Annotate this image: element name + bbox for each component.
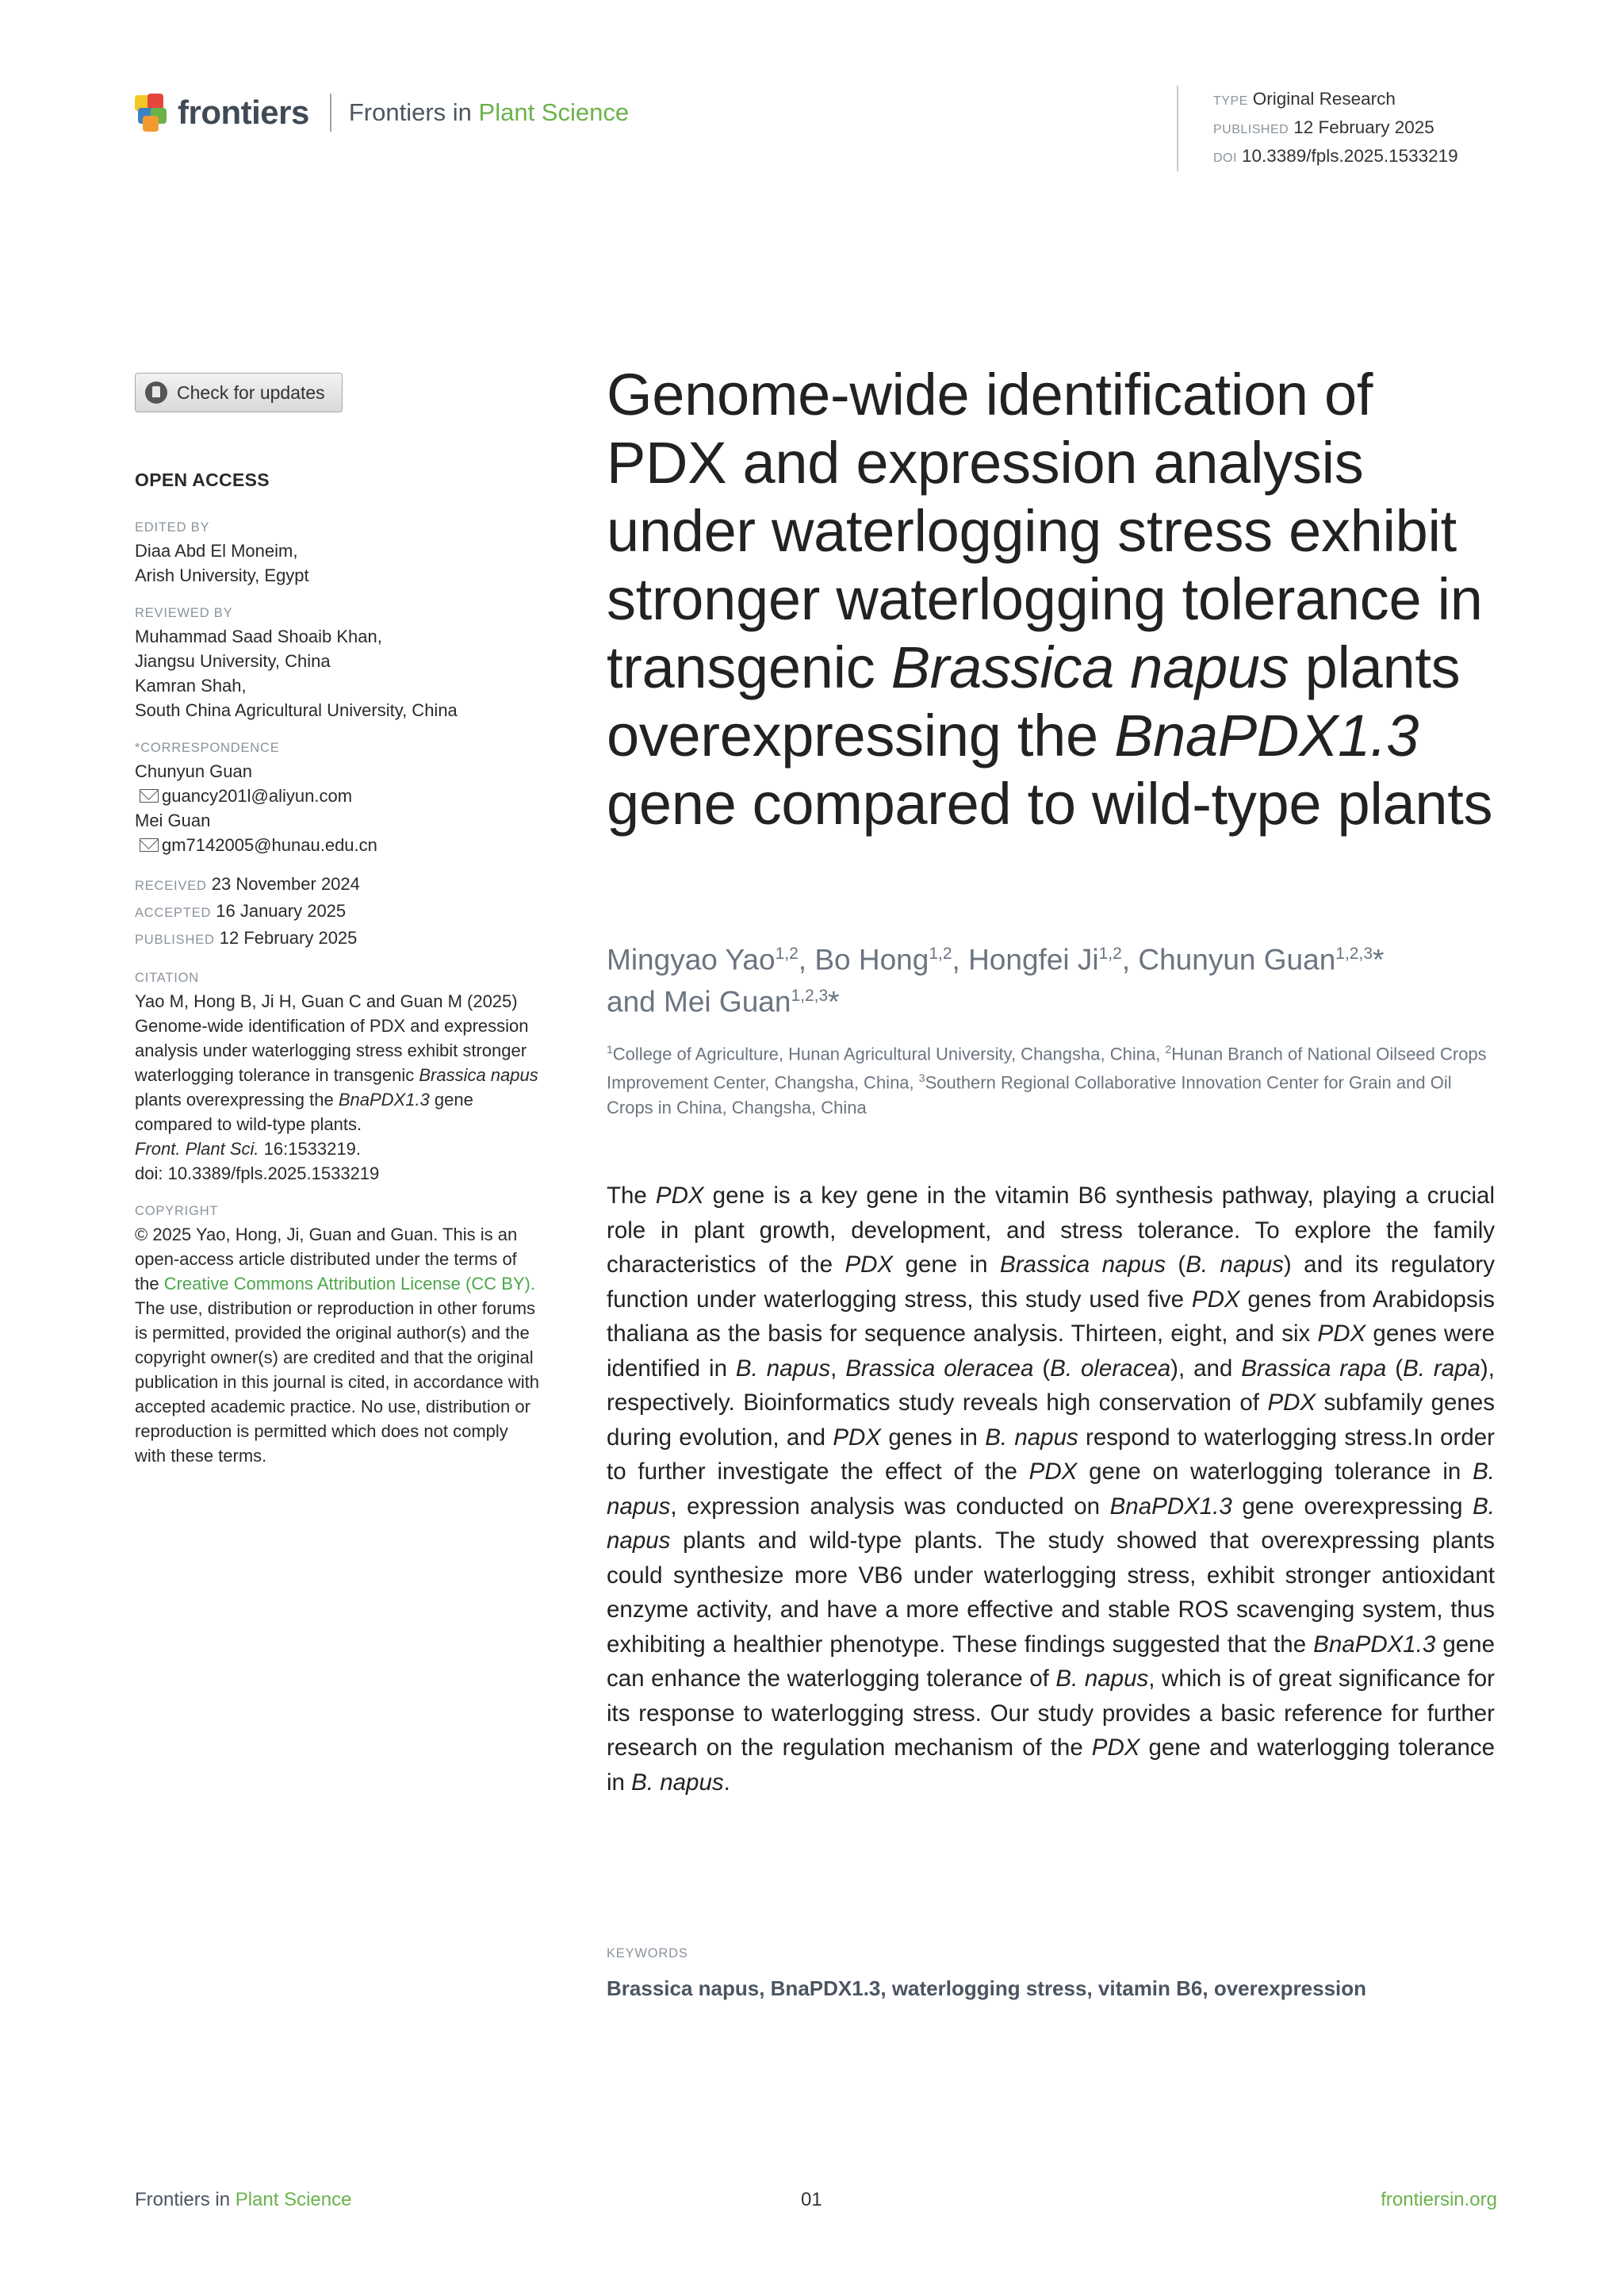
abstract-segment: ( — [1386, 1355, 1404, 1382]
abstract-segment: genes from Arabidopsis thaliana as the basis for sequence analysis. Thirteen, eight, and six — [607, 1286, 1495, 1347]
abstract-segment: B. napus — [735, 1355, 831, 1382]
email-row[interactable] — [135, 833, 539, 857]
frontiers-logo[interactable] — [135, 94, 629, 132]
abstract-segment: gene overexpressing — [1231, 1493, 1473, 1520]
abstract-text — [607, 1179, 1495, 1800]
abstract-segment: PDX — [1028, 1458, 1078, 1485]
editor-affiliation: Arish University, Egypt — [135, 565, 309, 585]
correspondent-email[interactable]: gm7142005@hunau.edu.cn — [162, 835, 377, 855]
abstract-segment: , — [830, 1355, 846, 1382]
abstract-segment: . — [723, 1769, 730, 1796]
reviewer-name: Kamran Shah, — [135, 676, 247, 696]
correspondence-label: *CORRESPONDENCE — [135, 741, 280, 755]
cc-by-license-link[interactable]: Creative Commons Attribution License (CC BY). — [163, 1274, 535, 1294]
author-name[interactable]: , Hongfei Ji — [952, 943, 1099, 976]
page-number: 01 — [801, 2189, 822, 2210]
abstract-segment: ( — [1165, 1251, 1186, 1278]
published-label: PUBLISHED — [1213, 123, 1289, 136]
type-label: TYPE — [1213, 94, 1248, 108]
abstract-segment: BnaPDX1.3 — [1109, 1493, 1232, 1520]
abstract-segment: ) and its regulatory function under waterlogging stress, this study used five — [607, 1251, 1495, 1313]
abstract-segment: B. napus — [607, 1458, 1495, 1520]
envelope-icon — [140, 789, 159, 803]
email-row[interactable] — [135, 784, 539, 808]
sidebar — [135, 468, 539, 1468]
abstract-segment: B. napus — [631, 1769, 724, 1796]
abstract-segment: , which is of great significance for its response to waterlogging stress. Our study provides a basic reference for further research on the regulation mechanism of the — [607, 1665, 1495, 1761]
bookmark-icon — [145, 381, 167, 404]
abstract-segment: PDX — [1267, 1389, 1316, 1416]
footer-journal[interactable]: Frontiers in Plant Science — [135, 2189, 352, 2210]
author-name[interactable]: and Mei Guan — [607, 985, 791, 1018]
reviewer-name: Muhammad Saad Shoaib Khan, — [135, 627, 382, 646]
logo-divider — [330, 94, 331, 132]
correspondent-email[interactable]: guancy201l@aliyun.com — [162, 786, 353, 806]
abstract-segment: gene on waterlogging tolerance in — [1077, 1458, 1473, 1485]
author-list: Mingyao Yao$^{1,2}$, Bo Hong$^{1,2}$, Hongfei Ji$^{1,2}$, Chunyun Guan$^{1,2,3}$* and Mei Guan$^{1,2,3}$* — [607, 943, 1385, 1018]
reviewed-by-label: REVIEWED BY — [135, 606, 233, 620]
edited-by-label: EDITED BY — [135, 520, 210, 535]
correspondent-name: Chunyun Guan — [135, 761, 252, 781]
doi-value[interactable]: 10.3389/fpls.2025.1533219 — [1241, 146, 1458, 166]
abstract-segment: Brassica oleracea — [845, 1355, 1034, 1382]
article-title: Genome-wide identification of PDX and expression analysis under waterlogging stress exhibit stronger waterlogging tolerance in transgenic Brassica napus plants overexpressing the BnaPDX1.3 gene compared to wild-type plants — [607, 362, 1493, 837]
abstract-segment: B. napus — [985, 1424, 1078, 1451]
abstract-segment: gene is a key gene in the vitamin B6 synthesis pathway, playing a crucial role in plant growth, development, and stress tolerance. To explore the family characteristics of the — [607, 1182, 1496, 1278]
accepted-date: 16 January 2025 — [216, 901, 347, 921]
abstract-segment: , expression analysis was conducted on — [670, 1493, 1110, 1520]
abstract-segment: ( — [1033, 1355, 1051, 1382]
received-label: RECEIVED — [135, 879, 207, 893]
abstract-segment: The — [607, 1182, 656, 1209]
open-access-label: OPEN ACCESS — [135, 470, 270, 490]
footer-site-link[interactable]: frontiersin.org — [1381, 2189, 1497, 2210]
article-meta — [1177, 86, 1458, 171]
abstract-segment: genes were identified in — [607, 1320, 1495, 1382]
abstract-segment: gene and waterlogging tolerance in — [607, 1734, 1496, 1796]
abstract-segment: plants and wild-type plants. The study showed that overexpressing plants could synthesize more VB6 under waterlogging stress, exhibit stronger antioxidant enzyme activity, and have a more effective and stable ROS scavenging system, thus exhibiting a healthier phenotype. These findings suggested that the — [607, 1527, 1495, 1658]
citation-text: Yao M, Hong B, Ji H, Guan C and Guan M (2025) Genome-wide identification of PDX and expression analysis under waterlogging stress exhibit stronger waterlogging tolerance in transgenic Brassica napus plants overexpressing the BnaPDX1.3 gene compared to wild-type plants. Front. Plant Sci. 16:1533219. doi: 10.3389/fpls.2025.1533219 — [135, 991, 538, 1183]
author-name[interactable]: Mingyao Yao — [607, 943, 776, 976]
frontiers-logo-icon — [135, 94, 170, 132]
abstract-segment: ), and — [1170, 1355, 1242, 1382]
abstract-segment: respond to waterlogging stress.In order to further investigate the effect of the — [607, 1424, 1495, 1485]
published-value: 12 February 2025 — [1293, 117, 1434, 137]
abstract-segment: subfamily genes during evolution, and — [607, 1389, 1495, 1451]
journal-name[interactable]: Frontiers in Plant Science — [348, 98, 630, 126]
abstract-segment: B. rapa — [1403, 1355, 1480, 1382]
correspondent-name: Mei Guan — [135, 811, 211, 830]
article-dates — [135, 872, 539, 953]
published-label: PUBLISHED — [135, 933, 215, 947]
abstract-segment: B. napus — [1185, 1251, 1284, 1278]
abstract-segment: PDX — [1091, 1734, 1140, 1761]
abstract-segment: PDX — [655, 1182, 704, 1209]
abstract-segment: genes in — [881, 1424, 986, 1451]
abstract-segment: Brassica napus — [1000, 1251, 1166, 1278]
abstract-segment: Brassica rapa — [1241, 1355, 1387, 1382]
abstract-segment: gene can enhance the waterlogging tolerance of — [607, 1631, 1495, 1692]
citation-label: CITATION — [135, 971, 199, 985]
abstract-segment: B. oleracea — [1050, 1355, 1171, 1382]
logo-wordmark: frontiers — [178, 94, 309, 131]
abstract-segment: B. napus — [1055, 1665, 1149, 1692]
abstract-segment: PDX — [833, 1424, 882, 1451]
copyright-text: © 2025 Yao, Hong, Ji, Guan and Guan. This is an open-access article distributed under the terms of the Creative Commons Attribution License (CC BY). The use, distribution or reproduction in other forums is permitted, provided the original author(s) and the copyright owner(s) are credited and that the original publication in this journal is cited, in accordance with accepted academic practice. No use, distribution or reproduction is permitted which does not comply with these terms. — [135, 1225, 539, 1466]
abstract-segment: BnaPDX1.3 — [1313, 1631, 1436, 1658]
reviewer-affiliation: South China Agricultural University, China — [135, 700, 458, 720]
abstract-segment: PDX — [1191, 1286, 1240, 1313]
abstract-segment: B. napus — [607, 1493, 1495, 1554]
keywords-text: Brassica napus, BnaPDX1.3, waterlogging stress, vitamin B6, overexpression — [607, 1976, 1367, 2000]
published-date: 12 February 2025 — [219, 928, 358, 948]
doi-label: DOI — [1213, 151, 1237, 165]
type-value: Original Research — [1252, 89, 1396, 109]
abstract-segment: gene in — [893, 1251, 1001, 1278]
check-for-updates-button[interactable] — [135, 373, 343, 412]
author-name[interactable]: , Chunyun Guan — [1121, 943, 1336, 976]
keywords-label: KEYWORDS — [607, 1946, 688, 1961]
abstract-segment: PDX — [845, 1251, 894, 1278]
reviewer-affiliation: Jiangsu University, China — [135, 651, 331, 671]
accepted-label: ACCEPTED — [135, 906, 212, 920]
received-date: 23 November 2024 — [211, 874, 360, 894]
abstract-segment: ), respectively. Bioinformatics study reveals high conservation of — [607, 1355, 1495, 1416]
check-for-updates-label: Check for updates — [177, 381, 325, 403]
abstract-segment: PDX — [1317, 1320, 1366, 1347]
copyright-label: COPYRIGHT — [135, 1204, 219, 1218]
affiliations: $^1$College of Agriculture, Hunan Agricultural University, Changsha, China, $^2$Hunan Branch of National Oilseed Crops Improvement Center, Changsha, China, $^3$Southern Regional Collaborative Innovation Center for Grain and Oil Crops in China, Changsha, China — [607, 1043, 1487, 1117]
editor-name: Diaa Abd El Moneim, — [135, 541, 298, 561]
envelope-icon — [140, 838, 159, 852]
author-name[interactable]: , Bo Hong — [798, 943, 929, 976]
